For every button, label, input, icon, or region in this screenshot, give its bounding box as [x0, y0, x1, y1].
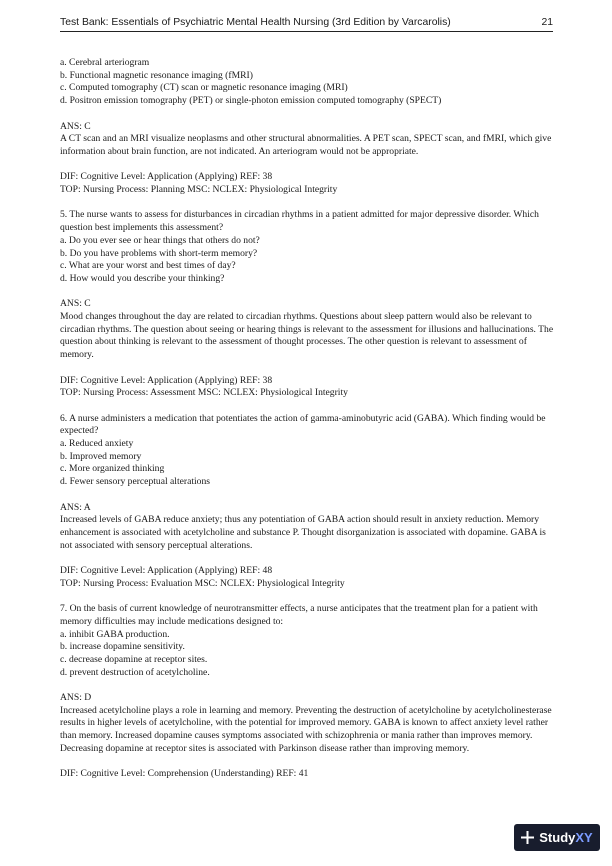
text-line: Mood changes throughout the day are related to circadian rhythms. Questions about sleep pattern would also be relevant to circadian rhythms. The question about seeing or hearing things is relevant to the assessment for illusions and hallucinations. The question about thinking is relevant to the assessment of thought processes. The other question is relevant to assessment of memory. — [60, 311, 554, 361]
text-line: ANS: C — [60, 298, 91, 310]
text-line: a. Cerebral arteriogram — [60, 57, 150, 68]
text-line: 7. On the basis of current knowledge of neurotransmitter effects, a nurse anticipates that the treatment plan for a patient with memory difficulties may include medications designed to: — [60, 603, 538, 627]
text-line: d. prevent destruction of acetylcholine. — [60, 666, 210, 678]
text-line: TOP: Nursing Process: Assessment MSC: NCLEX: Physiological Integrity — [60, 387, 348, 399]
text-line: 5. The nurse wants to assess for disturbances in circadian rhythms in a patient admitted for major depressive disorder. Which question best implements this assessment? — [60, 209, 539, 234]
text-line: d. Positron emission tomography (PET) or single-photon emission computed tomography (SPECT) — [60, 95, 442, 107]
text-line: Increased levels of GABA reduce anxiety; thus any potentiation of GABA action should result in anxiety reduction. Memory enhancement is associated with acetylcholine and substance P. Thought disorganization is associated with dopamine. GABA is not associated with sensory perceptual alterations. — [60, 514, 546, 551]
text-line: b. increase dopamine sensitivity. — [60, 641, 185, 653]
paragraph — [60, 209, 554, 285]
text-line: a. Reduced anxiety — [60, 438, 134, 449]
paragraph — [60, 375, 554, 400]
text-line: DIF: Cognitive Level: Application (Applying) REF: 48 — [60, 565, 273, 576]
text-line: DIF: Cognitive Level: Application (Applying) REF: 38 — [60, 171, 273, 183]
document-title: Test Bank: Essentials of Psychiatric Mental Health Nursing (3rd Edition by Varcarolis) — [60, 17, 451, 28]
text-line: a. Do you ever see or hear things that others do not? — [60, 234, 260, 246]
paragraph — [60, 171, 554, 196]
text-line: Increased acetylcholine plays a role in learning and memory. Preventing the destruction of acetylcholine by acetylcholinesterase results in higher levels of acetylcholine, with the potential for improved memory. GABA is known to affect anxiety level rather than memory. Increased dopamine causes symptoms associated with schizophrenia or mania rather than improves memory. Decreasing dopamine at receptor sites is associated with Parkinson disease rather than improving memory. — [60, 704, 552, 754]
text-line: b. Do you have problems with short-term memory? — [60, 247, 258, 259]
text-line: DIF: Cognitive Level: Application (Applying) REF: 38 — [60, 374, 273, 386]
text-line: 6. A nurse administers a medication that potentiates the action of gamma-aminobutyric acid (GABA). Which finding would be expected? — [60, 412, 546, 437]
text-line: c. decrease dopamine at receptor sites. — [60, 653, 208, 665]
text-line: b. Improved memory — [60, 450, 142, 462]
text-line: a. inhibit GABA production. — [60, 628, 170, 640]
brand-name: StudyXY — [539, 830, 593, 845]
page-number: 21 — [541, 17, 553, 28]
page-header — [60, 16, 553, 32]
text-line: A CT scan and an MRI visualize neoplasms and other structural abnormalities. A PET scan, SPECT scan, and fMRI, which give information about brain function, are not indicated. An arteriogram would not be appropriate. — [60, 133, 552, 157]
paragraph — [60, 603, 554, 679]
paragraph — [60, 413, 554, 489]
text-line: TOP: Nursing Process: Evaluation MSC: NCLEX: Physiological Integrity — [60, 577, 345, 589]
text-line: TOP: Nursing Process: Planning MSC: NCLEX: Physiological Integrity — [60, 184, 338, 195]
paragraph — [60, 692, 554, 756]
text-line: b. Functional magnetic resonance imaging (fMRI) — [60, 69, 253, 81]
paragraph — [60, 57, 554, 108]
text-line: ANS: C — [60, 120, 91, 132]
text-line: ANS: A — [60, 501, 91, 513]
text-line: d. How would you describe your thinking? — [60, 272, 225, 284]
plus-icon — [521, 831, 534, 844]
text-line: c. What are your worst and best times of day? — [60, 260, 236, 272]
text-line: c. Computed tomography (CT) scan or magnetic resonance imaging (MRI) — [60, 82, 348, 94]
paragraph — [60, 565, 554, 590]
text-line: DIF: Cognitive Level: Comprehension (Understanding) REF: 41 — [60, 768, 309, 780]
paragraph — [60, 502, 554, 553]
document-body — [60, 57, 554, 794]
studyxy-badge[interactable] — [514, 824, 600, 851]
text-line: d. Fewer sensory perceptual alterations — [60, 476, 210, 488]
paragraph — [60, 121, 554, 159]
text-line: c. More organized thinking — [60, 463, 165, 475]
text-line: ANS: D — [60, 692, 92, 703]
paragraph — [60, 298, 554, 362]
paragraph — [60, 768, 554, 781]
